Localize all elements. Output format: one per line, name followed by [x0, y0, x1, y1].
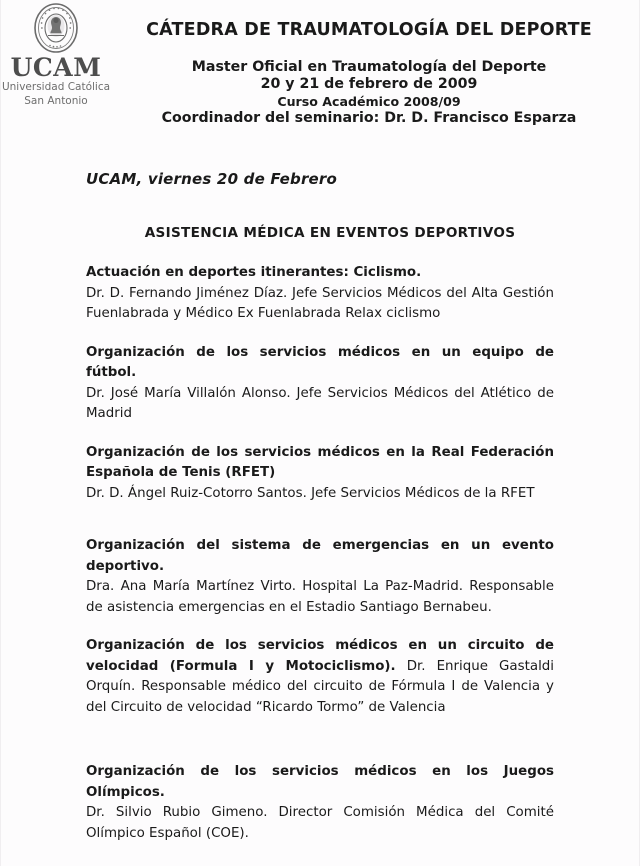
talk-title: Organización del sistema de emergencias en un evento deportivo. [86, 538, 554, 574]
talk-item [86, 762, 554, 844]
talk-speaker: Dra. Ana María Martínez Virto. Hospital La Paz-Madrid. Responsable de asistencia emergencias en el Estadio Santiago Bernabeu. [86, 579, 554, 615]
talk-speaker: Dr. D. Fernando Jiménez Díaz. Jefe Servicios Médicos del Alta Gestión Fuenlabrada y Médico Ex Fuenlabrada Relax ciclismo [86, 285, 554, 321]
ucam-seal-icon [28, 2, 84, 54]
talk-title: Actuación en deportes itinerantes: Ciclismo. [86, 265, 422, 280]
talk-title: Organización de los servicios médicos en un circuito de velocidad (Formula I y Motociclismo). [86, 638, 554, 674]
session-heading: ASISTENCIA MÉDICA EN EVENTOS DEPORTIVOS [144, 225, 516, 241]
talk-speaker: Dr. D. Ángel Ruiz-Cotorro Santos. Jefe Servicios Médicos de la RFET [86, 485, 535, 501]
talk-item [86, 636, 554, 718]
talk-speaker: Dr. Silvio Rubio Gimeno. Director Comisión Médica del Comité Olímpico Español (COE). [86, 805, 554, 841]
talk-title: Organización de los servicios médicos en los Juegos Olímpicos. [86, 764, 554, 800]
institution-logo [1, 0, 111, 108]
program-dates: 20 y 21 de febrero de 2009 [260, 76, 478, 93]
talk-speaker: Dr. Enrique Gastaldi Orquín. Responsable médico del circuito de Fórmula I de Valencia y del Circuito de velocidad “Ricardo Tormo” de Valencia [86, 658, 555, 715]
institution-name-line2: San Antonio [24, 94, 88, 107]
program-name: Master Oficial en Traumatología del Deporte [191, 59, 547, 76]
talk-item [86, 443, 554, 505]
document-title: CÁTEDRA DE TRAUMATOLOGÍA DEL DEPORTE [146, 20, 592, 40]
institution-acronym: UCAM [10, 53, 102, 82]
talk-item [86, 343, 554, 425]
talk-title: Organización de los servicios médicos en la Real Federación Española de Tenis (RFET) [86, 444, 554, 480]
talk-title: Organización de los servicios médicos en un equipo de fútbol. [86, 344, 554, 380]
header-titles [111, 20, 627, 127]
talks-list [86, 263, 554, 844]
academic-year: Curso Académico 2008/09 [277, 93, 461, 109]
seminar-coordinator: Coordinador del seminario: Dr. D. Francisco Esparza [161, 110, 577, 127]
talk-item [86, 536, 554, 618]
venue-day-line: UCAM, viernes 20 de Febrero [86, 170, 338, 188]
institution-name-line1: Universidad Católica [1, 81, 111, 94]
document-masthead [1, 0, 639, 158]
talk-speaker: Dr. José María Villalón Alonso. Jefe Servicios Médicos del Atlético de Madrid [86, 385, 554, 421]
talk-item [86, 263, 554, 325]
